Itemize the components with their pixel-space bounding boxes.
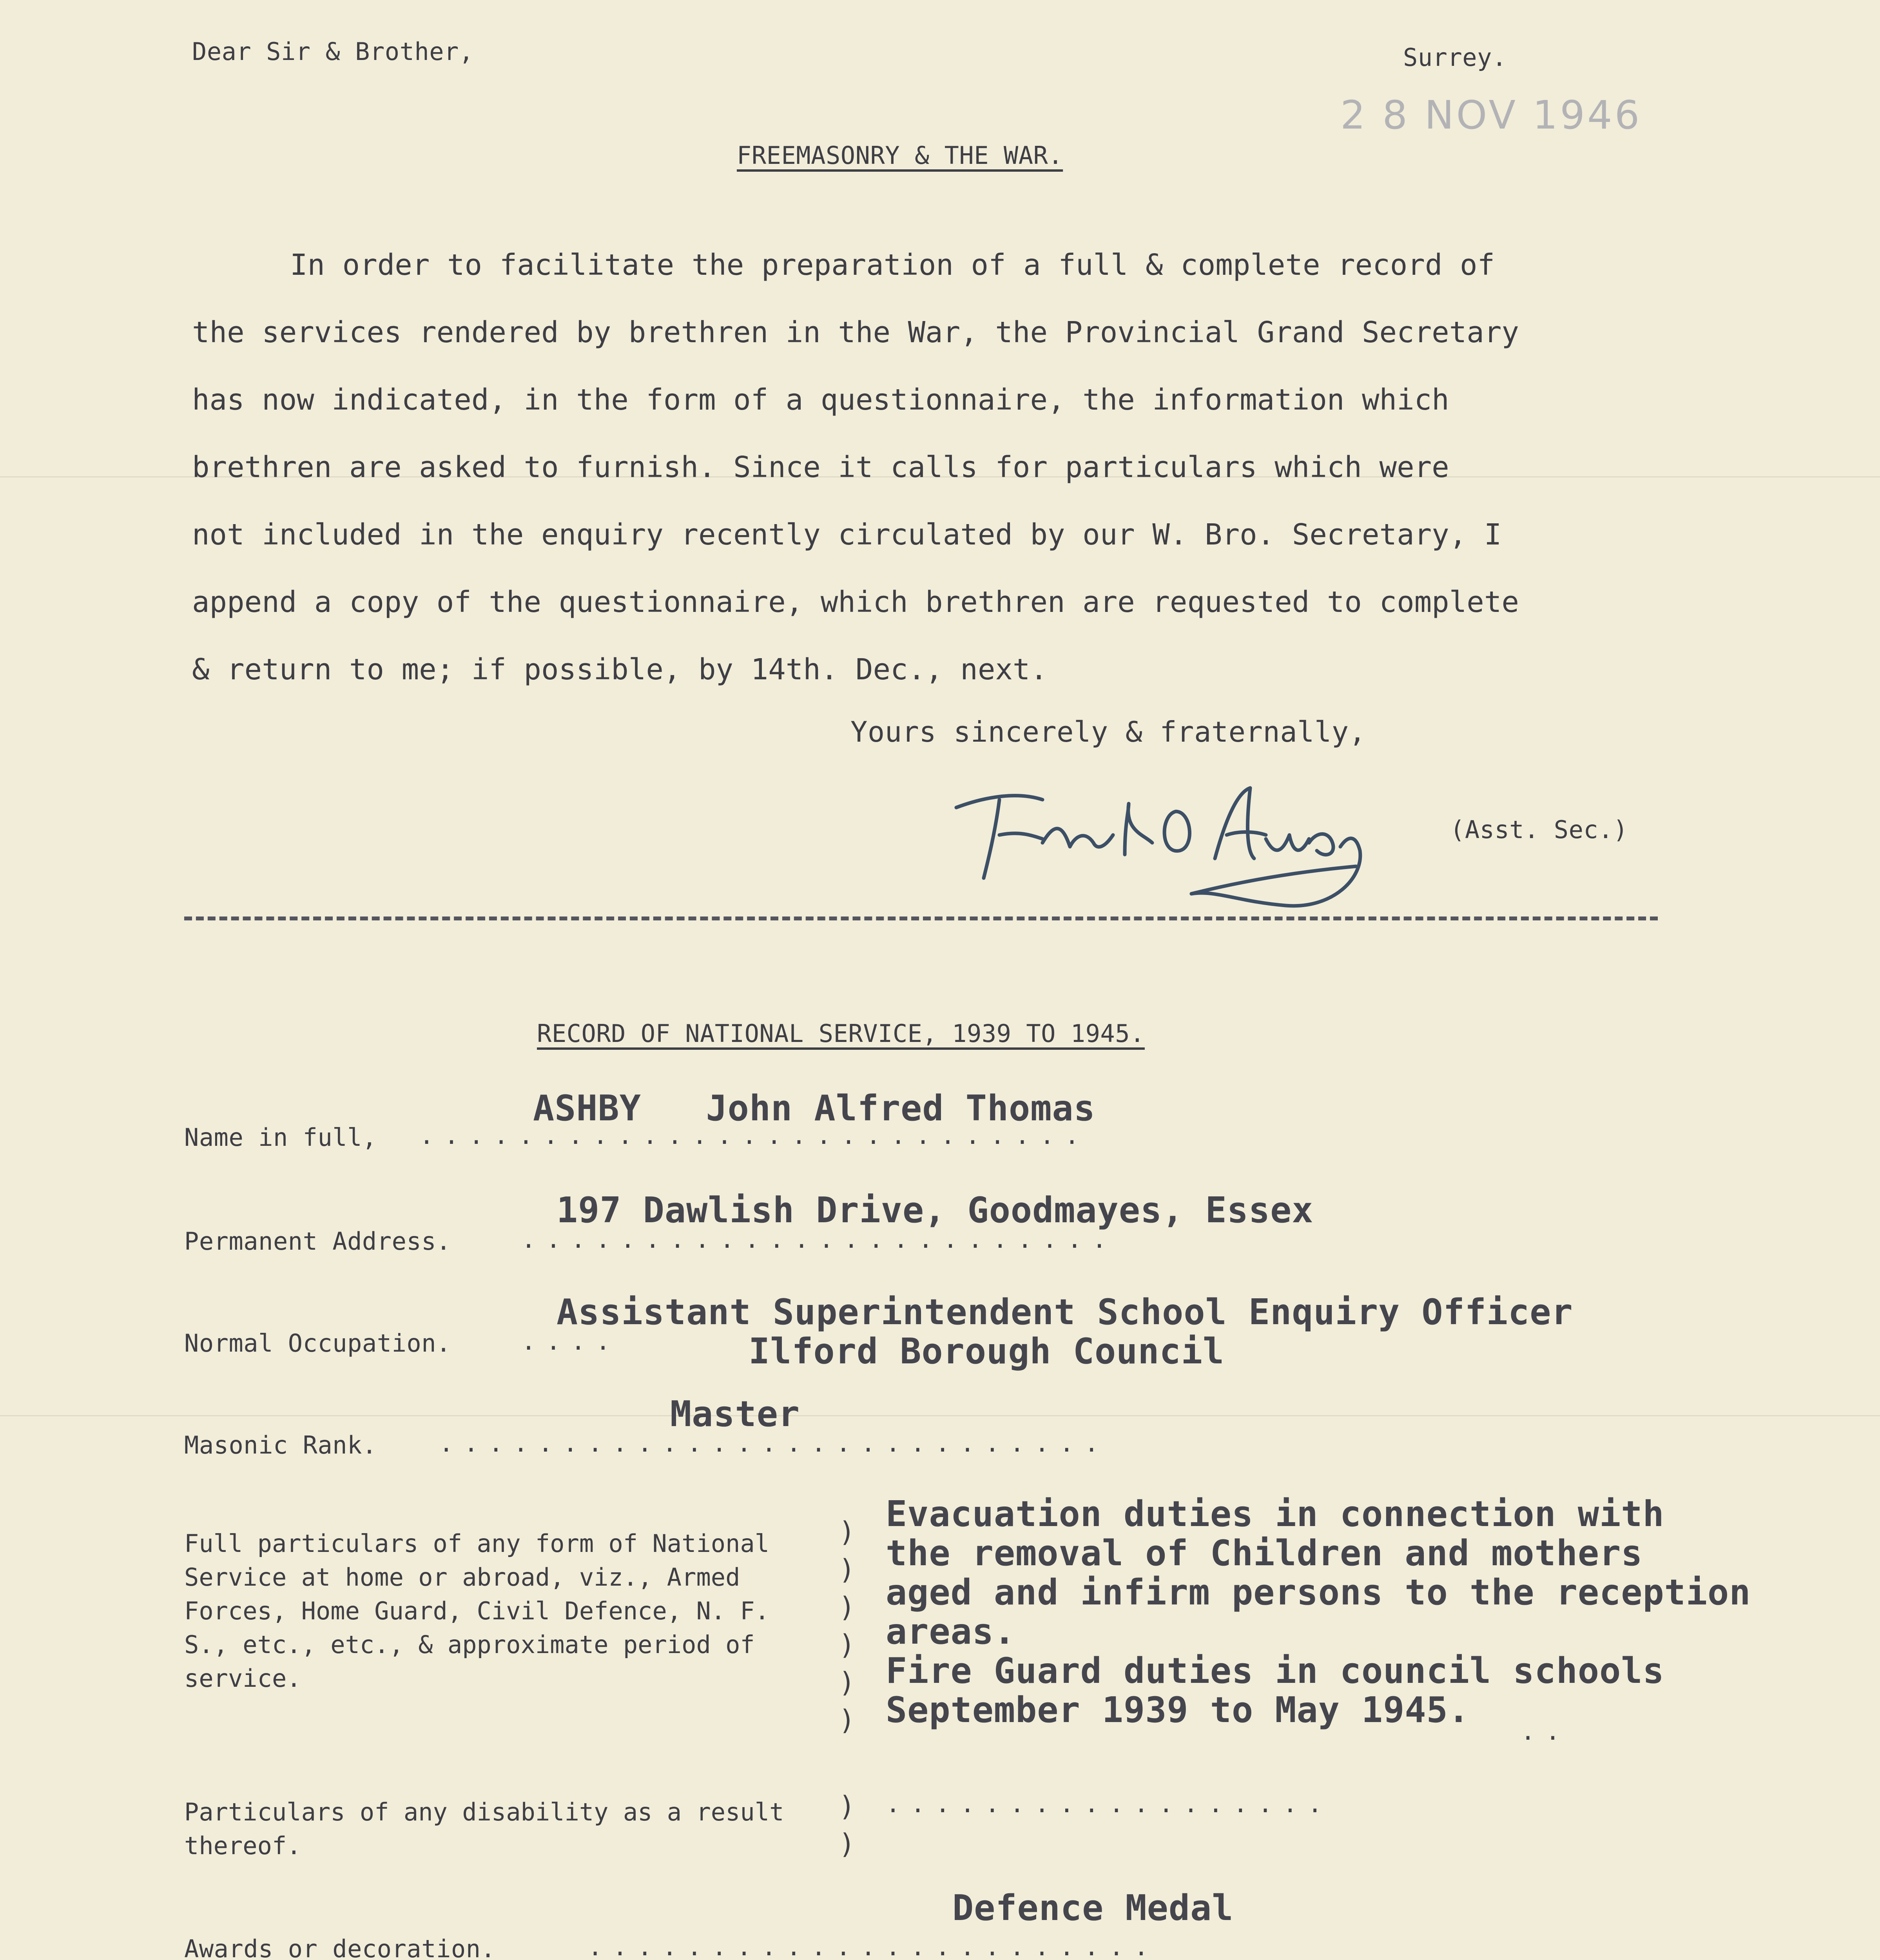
service-line: Fire Guard duties in council schools: [886, 1650, 1664, 1691]
body-line: brethren are asked to furnish. Since it calls for particulars which were: [192, 450, 1449, 484]
dot-leader: ..................: [886, 1789, 1332, 1818]
label-masonic-rank: Masonic Rank.: [184, 1431, 377, 1459]
dot-leader: ..: [1521, 1717, 1570, 1746]
value-address: 197 Dawlish Drive, Goodmayes, Essex: [557, 1190, 1314, 1231]
dot-leader: ...........................: [439, 1429, 1109, 1457]
form-title: RECORD OF NATIONAL SERVICE, 1939 TO 1945.: [537, 1019, 1145, 1048]
closing: Yours sincerely & fraternally,: [850, 715, 1366, 748]
service-line: Evacuation duties in connection with: [886, 1494, 1664, 1535]
value-name: ASHBY John Alfred Thomas: [533, 1088, 1095, 1129]
date-stamp: 2 8 NOV 1946: [1340, 92, 1642, 138]
dot-leader: ........................: [521, 1225, 1117, 1254]
value-occupation: Assistant Superintendent School Enquiry Officer: [557, 1292, 1573, 1333]
value-occupation-employer: Ilford Borough Council: [749, 1331, 1225, 1372]
body-line: not included in the enquiry recently circulated by our W. Bro. Secretary, I: [192, 518, 1502, 552]
service-line: September 1939 to May 1945.: [886, 1690, 1470, 1731]
service-line: areas.: [886, 1611, 1016, 1652]
label-awards: Awards or decoration.: [184, 1935, 496, 1960]
body-line: has now indicated, in the form of a questionnaire, the information which: [192, 383, 1449, 417]
salutation: Dear Sir & Brother,: [192, 37, 474, 66]
label-national-service: Full particulars of any form of National Service at home or abroad, viz., Armed Forces, Home Guard, Civil Defence, N. F. S., etc., etc., & approximate period of service.: [184, 1529, 770, 1693]
brace: ) ) ) ) ) ): [839, 1516, 856, 1736]
brace: ) ): [839, 1790, 856, 1860]
label-occupation: Normal Occupation.: [184, 1329, 451, 1357]
label-name: Name in full,: [184, 1123, 377, 1152]
dot-leader: .......................: [588, 1933, 1159, 1960]
signer-title: (Asst. Sec.): [1450, 815, 1628, 844]
signature-asst-sec: [941, 776, 1372, 921]
service-line: the removal of Children and mothers: [886, 1533, 1643, 1574]
value-awards: Defence Medal: [952, 1887, 1234, 1929]
label-disability: Particulars of any disability as a result thereof.: [184, 1798, 784, 1860]
value-masonic-rank: Master: [670, 1394, 800, 1435]
body-line: & return to me; if possible, by 14th. Dec., next.: [192, 653, 1048, 686]
label-address: Permanent Address.: [184, 1227, 451, 1256]
tear-off-line: [184, 916, 1658, 920]
body-line: In order to facilitate the preparation of a full & complete record of: [290, 248, 1495, 282]
dot-leader: ...........................: [419, 1121, 1090, 1150]
dot-leader: ....: [521, 1327, 621, 1356]
body-line: append a copy of the questionnaire, which brethren are requested to complete: [192, 585, 1519, 619]
letter-body: [192, 231, 1689, 703]
location: Surrey.: [1403, 43, 1507, 72]
letter-heading: FREEMASONRY & THE WAR.: [737, 141, 1063, 170]
body-line: the services rendered by brethren in the War, the Provincial Grand Secretary: [192, 316, 1519, 349]
service-line: aged and infirm persons to the reception: [886, 1572, 1751, 1613]
